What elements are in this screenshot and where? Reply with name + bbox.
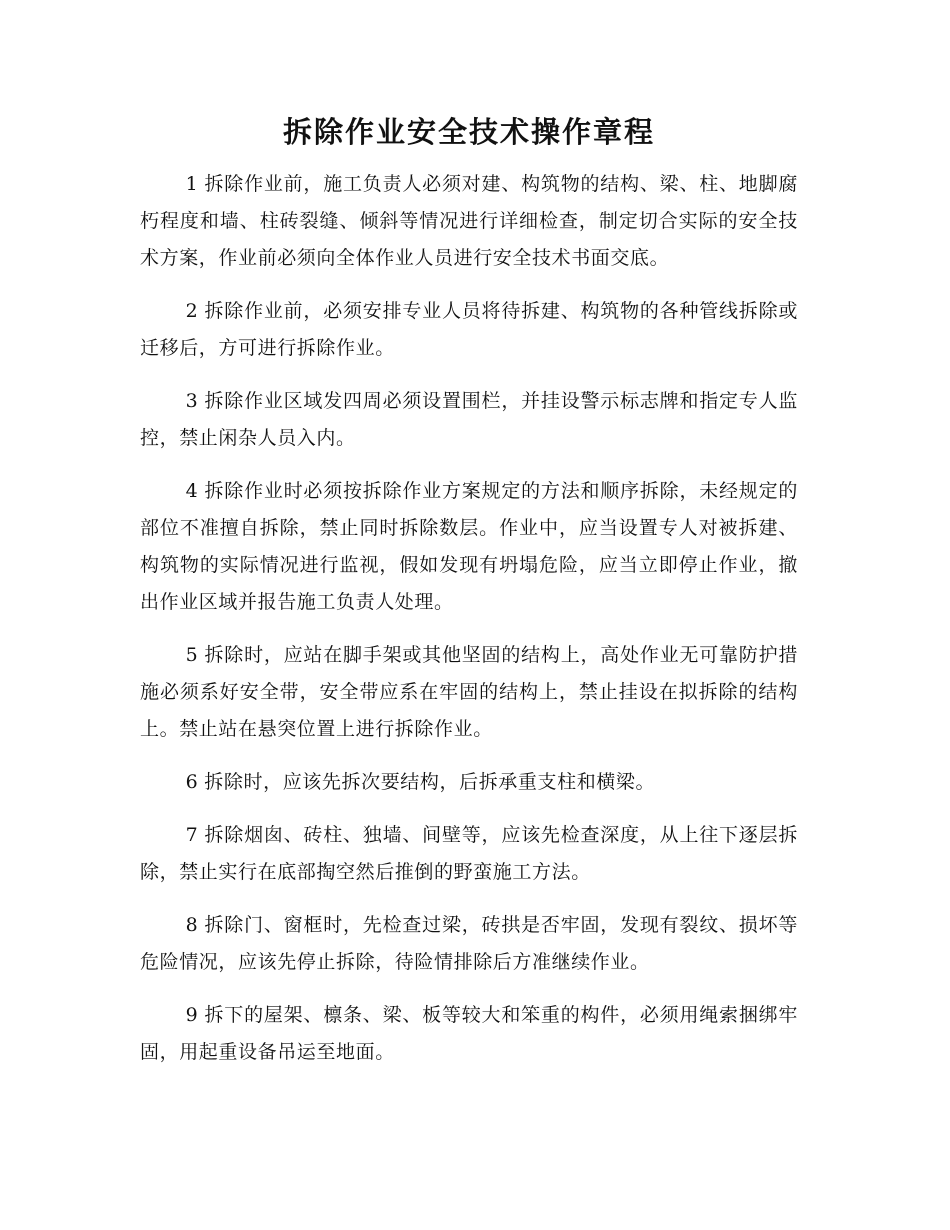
- paragraph-text: 拆除作业时必须按拆除作业方案规定的方法和顺序拆除，未经规定的部位不准擅自拆除，禁止同时拆除数层。作业中，应当设置专人对被拆建、构筑物的实际情况进行监视，假如发现有坍塌危险，应当立即停止作业，撤出作业区域并报告施工负责人处理。: [140, 480, 798, 613]
- paragraph-number: 9: [185, 1004, 199, 1026]
- paragraph-3: [140, 383, 798, 457]
- paragraph-1: [140, 166, 798, 277]
- paragraph-7: [140, 817, 798, 891]
- paragraph-9: [140, 997, 798, 1071]
- document-title: 拆除作业安全技术操作章程: [282, 115, 655, 149]
- paragraph-2: [140, 293, 798, 367]
- paragraph-text: 拆除门、窗框时，先检查过梁，砖拱是否牢固，发现有裂纹、损坏等危险情况，应该先停止拆除，待险情排除后方准继续作业。: [140, 914, 798, 973]
- paragraph-number: 3: [185, 390, 199, 412]
- paragraph-text: 拆除烟囱、砖柱、独墙、间壁等，应该先检查深度，从上往下逐层拆除，禁止实行在底部掏空然后推倒的野蛮施工方法。: [140, 824, 798, 883]
- paragraph-6: [140, 764, 798, 801]
- paragraph-number: 2: [185, 300, 199, 322]
- paragraph-5: [140, 637, 798, 748]
- paragraph-text: 拆除作业区域发四周必须设置围栏，并挂设警示标志牌和指定专人监控，禁止闲杂人员入内。: [140, 390, 798, 449]
- paragraph-number: 1: [185, 173, 199, 195]
- paragraph-text: 拆除时，应站在脚手架或其他坚固的结构上，高处作业无可靠防护措施必须系好安全带，安全带应系在牢固的结构上，禁止挂设在拟拆除的结构上。禁止站在悬突位置上进行拆除作业。: [140, 644, 798, 740]
- paragraph-text: 拆除时，应该先拆次要结构，后拆承重支柱和横梁。: [204, 771, 656, 793]
- paragraph-number: 8: [185, 914, 199, 936]
- paragraph-number: 5: [185, 644, 199, 666]
- paragraph-text: 拆下的屋架、檩条、梁、板等较大和笨重的构件，必须用绳索捆绑牢固，用起重设备吊运至地面。: [140, 1004, 798, 1063]
- paragraph-text: 拆除作业前，施工负责人必须对建、构筑物的结构、梁、柱、地脚腐朽程度和墙、柱砖裂缝、倾斜等情况进行详细检查，制定切合实际的安全技术方案，作业前必须向全体作业人员进行安全技术书面交底。: [140, 173, 798, 269]
- paragraph-number: 4: [185, 480, 199, 502]
- paragraph-4: [140, 473, 798, 621]
- paragraph-number: 6: [185, 771, 199, 793]
- paragraph-text: 拆除作业前，必须安排专业人员将待拆建、构筑物的各种管线拆除或迁移后，方可进行拆除作业。: [140, 300, 798, 359]
- paragraph-8: [140, 907, 798, 981]
- paragraph-number: 7: [185, 824, 199, 846]
